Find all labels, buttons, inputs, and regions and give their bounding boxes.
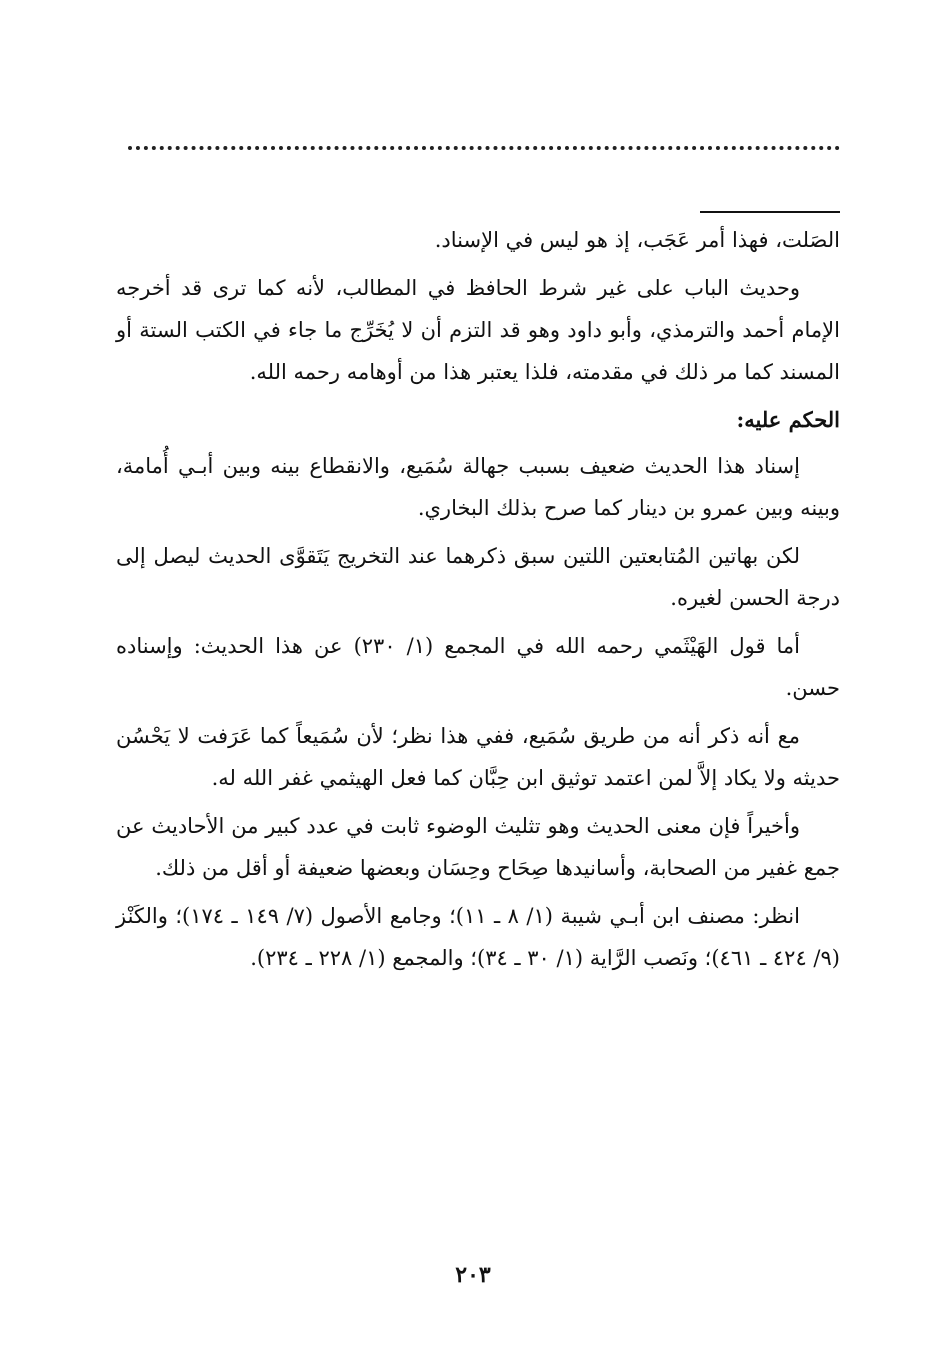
paragraph-haythami: أما قول الهَيْثَمي رحمه الله في المجمع (١/ ٢٣٠) عن هذا الحديث: وإسناده حسن. [116, 634, 840, 700]
header-dotted-rule [128, 146, 840, 150]
paragraph-references: انظر: مصنف ابن أبـي شيبة (١/ ٨ ـ ١١)؛ وجامع الأصول (٧/ ١٤٩ ـ ١٧٤)؛ والكَنْز (٩/ ٤٢٤ ـ ٤٦١)؛ ونَصب الرَّاية (١/ ٣٠ ـ ٣٤)؛ والمجمع (١/ ٢٢٨ ـ ٢٣٤). [116, 904, 840, 970]
page-number: ٢٠٣ [455, 1262, 491, 1288]
paragraph-isnad: إسناد هذا الحديث ضعيف بسبب جهالة سُمَيع، والانقطاع بينه وبين أبـي أُمامة، وبينه وبين عمرو بن دينار كما صرح بذلك البخاري. [116, 454, 840, 520]
page-text [116, 219, 840, 985]
paragraph-bab-hadith: وحديث الباب على غير شرط الحافظ في المطالب، لأنه كما ترى قد أخرجه الإمام أحمد والترمذي، وأبو داود وهو قد التزم أن لا يُخَرِّج ما جاء في الكتب الستة أو المسند كما مر ذلك في مقدمته، فلذا يعتبر هذا من أوهامه رحمه الله. [116, 276, 840, 384]
paragraph-sumay: مع أنه ذكر أنه من طريق سُمَيع، ففي هذا نظر؛ لأن سُمَيعاً كما عَرَفت لا يَحْسُن حديثه ولا يكاد إلاَّ لمن اعتمد توثيق ابن حِبَّان كما فعل الهيثمي غفر الله له. [116, 724, 840, 790]
paragraph-meaning: وأخيراً فإن معنى الحديث وهو تثليث الوضوء ثابت في عدد كبير من الأحاديث عن جمع غفير من الصحابة، وأسانيدها صِحَاح وحِسَان وبعضها ضعيفة أو أقل من ذلك. [116, 814, 840, 880]
footnote-separator-rule [700, 211, 840, 213]
paragraph-continuation: الصَلت، فهذا أمر عَجَب، إذ هو ليس في الإسناد. [434, 228, 840, 252]
paragraph-mutabaat: لكن بهاتين المُتابعتين اللتين سبق ذكرهما عند التخريج يَتَقوَّى الحديث ليصل إلى درجة الحسن لغيره. [116, 544, 840, 610]
section-heading-ruling: الحكم عليه: [736, 407, 840, 432]
